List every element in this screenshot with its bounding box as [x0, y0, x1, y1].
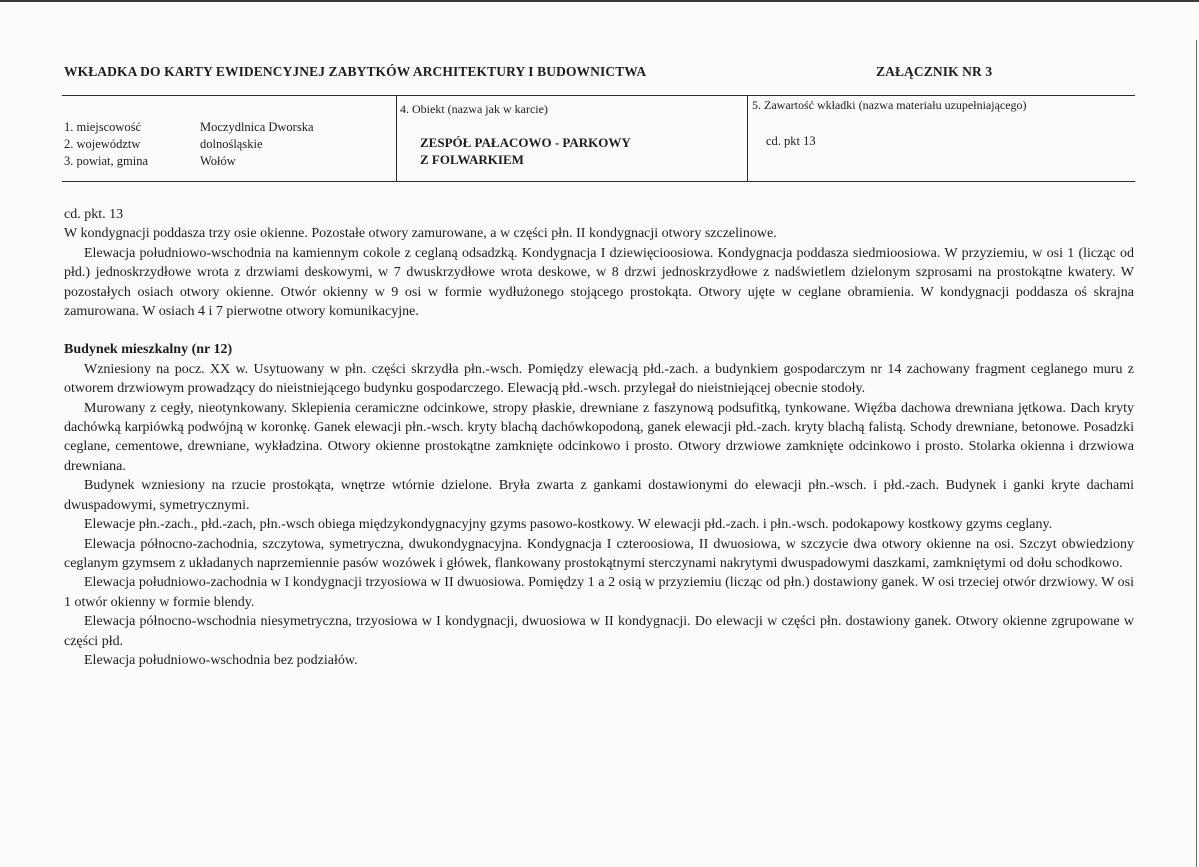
label-voivodeship: 2. województw [64, 137, 141, 151]
object-name [420, 134, 631, 168]
paragraph: Murowany z cegły, nieotynkowany. Sklepienia ceramiczne odcinkowe, stropy płaskie, drewniane z faszynową podsufitką, tynkowane. Więźba dachowa drewniana jętkowa. Dach kryty dachówką karpiówką podwójną w koronkę. Ganek elewacji płn.-wsch. kryty blachą dachówkopodoną, ganek elewacji płd.-zach. kryty blachą falistą. Schody drewniane, betonowe. Posadzki ceglane, cementowe, drewniane, wykładzina. Otwory okienne prostokątne zamknięte odcinkowo i prosto. Otwory drzwiowe zamknięte odcinkowo i prosto. Stolarka okienna i drzwiowa drewniana. [64, 400, 1134, 474]
scan-top-edge [0, 0, 1199, 2]
table-divider-2 [747, 95, 748, 182]
location-labels [64, 119, 148, 170]
contents-label: 5. Zawartość wkładki (nazwa materiału uzupełniającego) [752, 98, 1027, 112]
paragraph: Elewacja południowo-wschodnia bez podziałów. [84, 652, 358, 668]
contents-value: cd. pkt 13 [766, 134, 816, 148]
scan-right-edge [1196, 40, 1197, 867]
paragraph: Elewacja południowo-wschodnia na kamiennym cokole z ceglaną odsadzką. Kondygnacja I dziewięcioosiowa. Kondygnacja poddasza siedmioosiowa. W przyziemiu, w osi 1 (licząc od płd.) jednoskrzydłowe wrota z drzwiami deskowymi, w 7 dwuskrzydłowe wrota deskowe, w 8 drzwi jednoskrzydłowe z nadświetlem dzielonym szprosami na prostokątne kwatery. W pozostałych osiach otwory okienne. Otwór okienny w 9 osi w formie wydłużonego stojącego prostokąta. Otwory ujęte w ceglane obramienia. W kondygnacji poddasza oś skrajna zamurowana. W osiach 4 i 7 pierwotne otwory komunikacyjne. [64, 245, 1134, 320]
paragraph-gap [64, 321, 1134, 340]
paragraph: Wzniesiony na pocz. XX w. Usytuowany w płn. części skrzydła płn.-wsch. Pomiędzy elewacją płd.-zach. a budynkiem gospodarczym nr 14 zachowany fragment ceglanego muru z otworem drzwiowym prowadzący do nieistniejącego budynku gospodarczego. Elewacją płd.-wsch. przylegał do nieistniejącej obecnie stodoły. [64, 361, 1134, 397]
section-heading: Budynek mieszkalny (nr 12) [64, 342, 233, 358]
paragraph: Budynek wzniesiony na rzucie prostokąta, wnętrze wtórnie dzielone. Bryła zwarta z gankami dostawionymi do elewacji płn.-wsch. i płd.-zach. Budynek i ganki kryte dachami dwuspadowymi, symetrycznymi. [64, 478, 1134, 513]
table-bottom-rule [62, 181, 1135, 182]
object-name-line-2: Z FOLWARKIEM [420, 152, 524, 167]
label-district: 3. powiat, gmina [64, 154, 149, 168]
table-top-rule [62, 95, 1135, 96]
annex-number: ZAŁĄCZNIK NR 3 [876, 64, 993, 79]
paragraph: W kondygnacji poddasza trzy osie okienne. Pozostałe otwory zamurowane, a w części płn. II kondygnacji otwory szczelinowe. [64, 226, 777, 242]
label-town: 1. miejscowość [64, 120, 142, 134]
table-divider-1 [396, 95, 397, 182]
object-name-line-1: ZESPÓŁ PAŁACOWO - PARKOWY [420, 135, 631, 150]
document-title: WKŁADKA DO KARTY EWIDENCYJNEJ ZABYTKÓW ARCHITEKTURY I BUDOWNICTWA [64, 64, 647, 79]
paragraph: Elewacja północno-wschodnia niesymetryczna, trzyosiowa w I kondygnacji, dwuosiowa w II kondygnacji. Do elewacji w części płn. dostawiony ganek. Otwory okienne zgrupowane w części płd. [64, 614, 1134, 649]
object-label: 4. Obiekt (nazwa jak w karcie) [400, 102, 548, 116]
paragraph: Elewacje płn.-zach., płd.-zach, płn.-wsch obiega międzykondygnacyjny gzyms pasowo-kostkowy. W elewacji płd.-zach. i płn.-wsch. podokapowy kostkowy gzyms ceglany. [84, 517, 1053, 533]
value-voivodeship: dolnośląskie [200, 137, 263, 151]
paragraph: Elewacja północno-zachodnia, szczytowa, symetryczna, dwukondygnacyjna. Kondygnacja I czteroosiowa, II dwuosiowa, w szczycie dwa otwory okienne na osi. Szczyt obwiedziony ceglanym gzymsem z układanych naprzemiennie pasów wozówek i główek, flankowany prostokątnymi sterczynami nakrytymi dwuspadowymi daszkami, zamkniętymi od dołu schodkowo. [64, 536, 1134, 571]
value-district: Wołów [200, 154, 236, 168]
document-body [64, 205, 1134, 670]
paragraph: Elewacja południowo-zachodnia w I kondygnacji trzyosiowa w II dwuosiowa. Pomiędzy 1 a 2 osią w przyziemiu (licząc od płn.) dostawiony ganek. W osi trzeciej otwór drzwiowy. W osi 1 otwór okienny w formie blendy. [64, 575, 1134, 610]
value-town: Moczydlnica Dworska [200, 120, 314, 134]
continuation-note: cd. pkt. 13 [64, 207, 124, 222]
location-values [200, 119, 314, 170]
